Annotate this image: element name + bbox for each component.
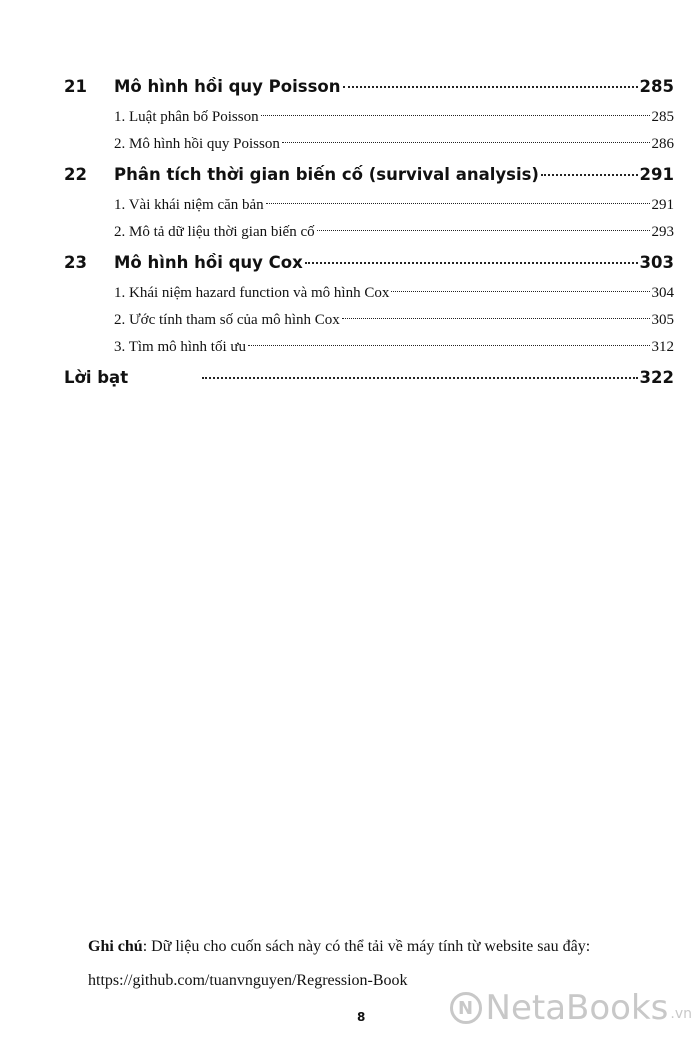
toc-section[interactable] [64, 307, 674, 334]
section-title: 3. Tìm mô hình tối ưu [114, 339, 247, 355]
afterword-title: Lời bạt [64, 368, 129, 387]
dot-leader [202, 377, 638, 379]
dot-leader [391, 291, 649, 292]
toc-section[interactable] [64, 131, 674, 158]
dot-leader [266, 203, 650, 204]
note-label: Ghi chú [88, 938, 143, 955]
section-page: 286 [651, 136, 674, 152]
toc-section[interactable] [64, 280, 674, 307]
watermark [450, 988, 692, 1028]
toc-section[interactable] [64, 219, 674, 246]
dot-leader [541, 174, 638, 176]
section-title: 1. Luật phân bố Poisson [114, 109, 259, 125]
netabooks-n-logo-icon: N [450, 992, 482, 1024]
chapter-title: Mô hình hồi quy Cox [114, 253, 303, 272]
note-line [88, 930, 688, 964]
watermark-brand: NetaBooks [485, 988, 669, 1028]
chapter-number: 21 [64, 77, 87, 96]
chapter-page: 303 [639, 253, 674, 272]
watermark-domain: .vn [670, 1006, 692, 1022]
section-page: 285 [651, 109, 674, 125]
dot-leader [282, 142, 650, 143]
section-page: 293 [651, 224, 674, 240]
toc-chapter-22[interactable] [64, 158, 674, 192]
table-of-contents [64, 70, 674, 395]
chapter-title: Phân tích thời gian biến cố (survival analysis) [114, 165, 539, 184]
toc-chapter-23[interactable] [64, 246, 674, 280]
section-title: 2. Mô tả dữ liệu thời gian biến cố [114, 224, 315, 240]
toc-section[interactable] [64, 104, 674, 131]
section-page: 291 [651, 197, 674, 213]
toc-section[interactable] [64, 192, 674, 219]
note-text: : Dữ liệu cho cuốn sách này có thể tải về máy tính từ website sau đây: [142, 938, 591, 955]
chapter-page: 291 [639, 165, 674, 184]
dot-leader [317, 230, 650, 231]
section-page: 305 [651, 312, 674, 328]
afterword-page: 322 [639, 368, 674, 387]
section-title: 2. Mô hình hồi quy Poisson [114, 136, 280, 152]
section-title: 2. Ước tính tham số của mô hình Cox [114, 312, 340, 328]
chapter-number: 23 [64, 253, 87, 272]
chapter-title: Mô hình hồi quy Poisson [114, 77, 341, 96]
dot-leader [248, 345, 649, 346]
section-title: 1. Khái niệm hazard function và mô hình Cox [114, 285, 390, 301]
page-number: 8 [357, 1010, 366, 1024]
section-page: 304 [651, 285, 674, 301]
section-page: 312 [651, 339, 674, 355]
note-url[interactable]: https://github.com/tuanvnguyen/Regression-Book [88, 972, 408, 989]
dot-leader [342, 318, 650, 319]
dot-leader [261, 115, 650, 116]
chapter-page: 285 [639, 77, 674, 96]
toc-chapter-21[interactable] [64, 70, 674, 104]
dot-leader [343, 86, 638, 88]
toc-section[interactable] [64, 334, 674, 361]
section-title: 1. Vài khái niệm căn bản [114, 197, 264, 213]
dot-leader [305, 262, 638, 264]
chapter-number: 22 [64, 165, 87, 184]
toc-afterword[interactable] [64, 361, 674, 395]
